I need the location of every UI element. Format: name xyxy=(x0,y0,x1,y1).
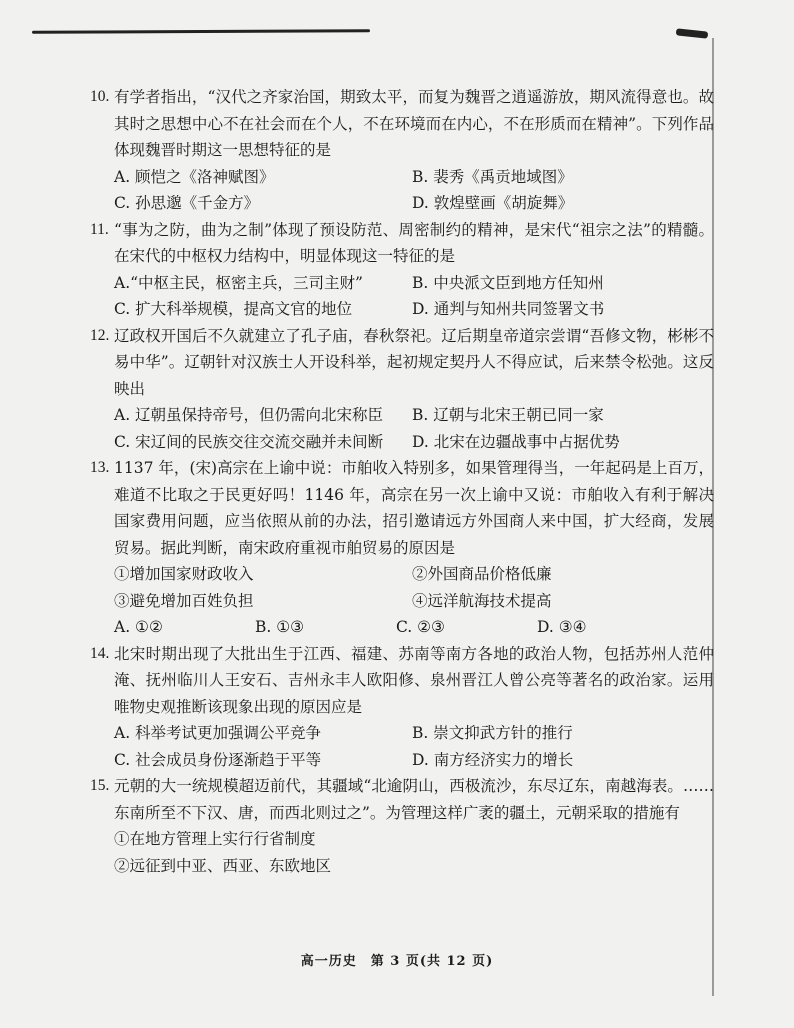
question-number: 13. xyxy=(90,459,110,476)
option-b: B. 辽朝与北宋王朝已同一家 xyxy=(412,406,604,424)
option-c: C. 孙思邈《千金方》 xyxy=(114,194,260,212)
option-a: A. 辽朝虽保持帝号，但仍需向北宋称臣 xyxy=(114,406,384,424)
option-a: A. 顾恺之《洛神赋图》 xyxy=(114,167,275,186)
statement-row xyxy=(114,561,714,588)
option-row xyxy=(114,614,714,641)
statement-3: ③避免增加百姓负担 xyxy=(114,591,254,610)
option-a: A.“中枢主民，枢密主兵，三司主财” xyxy=(114,273,363,292)
question-stem: 北宋时期出现了大批出生于江西、福建、苏南等南方各地的政治人物，包括苏州人范仲淹、抚州临川人王安石、吉州永丰人欧阳修、泉州晋江人曾公亮等著名的政治家。运用唯物史观推断该现象出现的原因应是 xyxy=(114,644,714,716)
question-11 xyxy=(90,217,714,323)
option-c: C. 社会成员身份逐渐趋于平等 xyxy=(114,750,322,769)
option-c: C. 扩大科举规模，提高文官的地位 xyxy=(114,300,353,318)
option-d: D. 北宋在边疆战事中占据优势 xyxy=(412,432,620,451)
question-10 xyxy=(90,84,714,217)
question-stem: 1137 年，(宋)高宗在上谕中说：市舶收入特别多，如果管理得当，一年起码是上百万，难道不比取之于民更好吗！1146 年，高宗在另一次上谕中又说：市舶收入有利于解决国家费用问题，应当依照从前的办法，招引邀请远方外国商人来中国，扩大经商，发展贸易。据此判断，南宋政府重视市舶贸易的原因是 xyxy=(114,459,714,557)
statement-1: ①在地方管理上实行行省制度 xyxy=(114,830,316,848)
question-number: 11. xyxy=(90,220,109,238)
option-b: B. 裴秀《禹贡地域图》 xyxy=(412,167,573,186)
question-stem: 有学者指出，“汉代之齐家治国，期致太平，而复为魏晋之逍遥游放，期风流得意也。故其时之思想中心不在社会而在个人，不在环境而在内心，不在形质而在精神”。下列作品体现魏晋时期这一思想特征的是 xyxy=(114,88,714,159)
question-15 xyxy=(90,773,714,879)
option-d: D. ③④ xyxy=(537,618,587,636)
option-d: D. 敦煌壁画《胡旋舞》 xyxy=(412,194,574,212)
statement-2: ②外国商品价格低廉 xyxy=(412,565,552,583)
statement-2: ②远征到中亚、西亚、东欧地区 xyxy=(114,856,332,875)
header-mark xyxy=(676,28,709,38)
option-row xyxy=(114,747,714,774)
option-b: B. ①③ xyxy=(255,618,305,636)
statement-1: ①增加国家财政收入 xyxy=(114,565,254,583)
question-number: 15. xyxy=(90,777,110,794)
option-a: A. 科举考试更加强调公平竞争 xyxy=(114,724,322,742)
option-d: D. 南方经济实力的增长 xyxy=(412,750,574,769)
question-stem: “事为之防，曲为之制”体现了预设防范、周密制约的精神，是宋代“祖宗之法”的精髓。在宋代的中枢权力结构中，明显体现这一特征的是 xyxy=(114,220,714,265)
statement-4: ④远洋航海技术提高 xyxy=(412,591,552,610)
question-number: 14. xyxy=(90,644,110,662)
statement-row xyxy=(114,853,714,880)
header-rule xyxy=(32,29,370,33)
question-12 xyxy=(90,323,714,456)
question-stem: 辽政权开国后不久就建立了孔子庙，春秋祭祀。辽后期皇帝道宗尝谓“吾修文物，彬彬不易中华”。辽朝针对汉族士人开设科举，起初规定契丹人不得应试，后来禁令松弛。这反映出 xyxy=(114,326,714,398)
option-row xyxy=(114,296,714,323)
option-b: B. 崇文抑武方针的推行 xyxy=(412,724,573,742)
question-number: 12. xyxy=(90,326,110,344)
option-d: D. 通判与知州共同签署文书 xyxy=(412,300,605,318)
statement-row xyxy=(114,826,714,853)
option-c: C. ②③ xyxy=(396,618,445,636)
question-number: 10. xyxy=(90,88,110,105)
option-row xyxy=(114,402,714,429)
question-14 xyxy=(90,641,714,774)
option-row xyxy=(114,720,714,747)
question-13 xyxy=(90,455,714,641)
option-row xyxy=(114,270,714,297)
option-row xyxy=(114,164,714,191)
option-row xyxy=(114,429,714,456)
question-list xyxy=(90,84,714,879)
option-row xyxy=(114,190,714,217)
statement-row xyxy=(114,588,714,615)
option-b: B. 中央派文臣到地方任知州 xyxy=(412,273,604,292)
option-c: C. 宋辽间的民族交往交流交融并未间断 xyxy=(114,432,384,451)
page-footer: 高一历史 第 3 页(共 12 页) xyxy=(300,954,494,969)
option-a: A. ①② xyxy=(114,618,163,636)
question-stem: 元朝的大一统规模超迈前代，其疆域“北逾阴山，西极流沙，东尽辽东，南越海表。……东南所至不下汉、唐，而西北则过之”。为管理这样广袤的疆土，元朝采取的措施有 xyxy=(114,777,714,822)
